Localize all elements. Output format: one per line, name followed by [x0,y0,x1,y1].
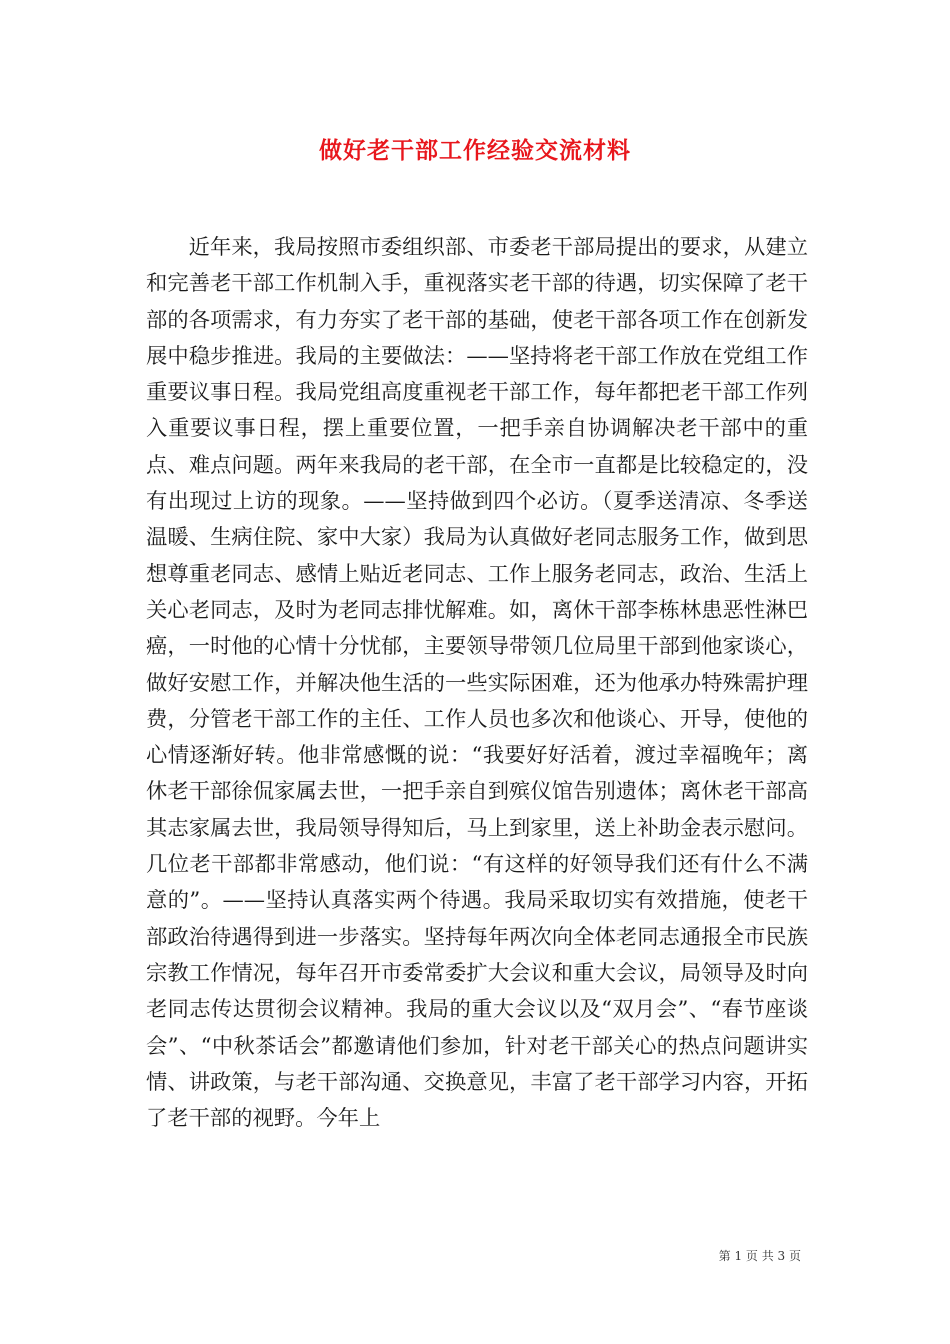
document-title: 做好老干部工作经验交流材料 [319,137,631,164]
page-number-footer: 第 1 页 共 3 页 [718,1249,801,1263]
document-body-paragraph: 近年来，我局按照市委组织部、市委老干部局提出的要求，从建立和完善老干部工作机制入手，重视落实老干部的待遇，切实保障了老干部的各项需求，有力夯实了老干部的基础，使老干部各项工作在创新发展中稳步推进。我局的主要做法：——坚持将老干部工作放在党组工作重要议事日程。我局党组高度重视老干部工作，每年都把老干部工作列入重要议事日程，摆上重要位置，一把手亲自协调解决老干部中的重点、难点问题。两年来我局的老干部，在全市一直都是比较稳定的，没有出现过上访的现象。——坚持做到四个必访。（夏季送清凉、冬季送温暖、生病住院、家中大家）我局为认真做好老同志服务工作，做到思想尊重老同志、感情上贴近老同志、工作上服务老同志，政治、生活上关心老同志，及时为老同志排忧解难。如，离休干部李栋林患恶性淋巴癌，一时他的心情十分忧郁，主要领导带领几位局里干部到他家谈心，做好安慰工作，并解决他生活的一些实际困难，还为他承办特殊需护理费，分管老干部工作的主任、工作人员也多次和他谈心、开导，使他的心情逐渐好转。他非常感慨的说：“我要好好活着，渡过幸福晚年；离休老干部徐侃家属去世，一把手亲自到殡仪馆告别遗体；离休老干部高其志家属去世，我局领导得知后，马上到家里，送上补助金表示慰问。几位老干部都非常感动，他们说：“有这样的好领导我们还有什么不满意的”。——坚持认真落实两个待遇。我局采取切实有效措施，使老干部政治待遇得到进一步落实。坚持每年两次向全体老同志通报全市民族宗教工作情况，每年召开市委常委扩大会议和重大会议，局领导及时向老同志传达贯彻会议精神。我局的重大会议以及“双月会”、“春节座谈会”、“中秋茶话会”都邀请他们参加，针对老干部关心的热点问题讲实情、讲政策，与老干部沟通、交换意见，丰富了老干部学习内容，开拓了老干部的视野。今年上 [146,235,808,1132]
